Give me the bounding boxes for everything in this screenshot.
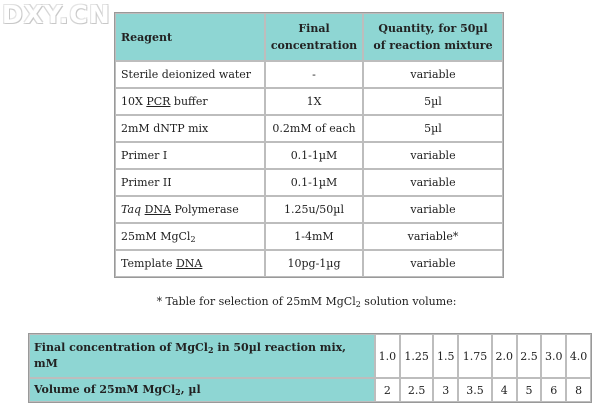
reagent-name-text: 10X [121,95,147,108]
label-text: in 50µl reaction mix, mM [34,341,347,370]
pcr-link[interactable]: PCR [146,95,171,108]
header-final-concentration [265,13,363,61]
mgcl2-volume-table [28,333,592,403]
dna-link[interactable]: DNA [175,257,203,270]
volume-value: 2 [375,378,400,402]
reagent-name: Primer II [115,169,265,196]
final-concentration: 0.1-1µM [265,169,363,196]
reagent-name-text: Polymerase [170,203,239,216]
header-final-line2: concentration [270,39,358,52]
header-quantity [363,13,503,61]
final-concentration: 1-4mM [265,223,363,250]
quantity: 5µl [363,115,503,142]
concentration-row [29,334,591,378]
volume-value: 4 [492,378,517,402]
quantity: variable [363,169,503,196]
quantity: variable* [363,223,503,250]
header-reagent: Reagent [115,13,265,61]
watermark-logo: DXY.CN [2,0,111,29]
volume-value: 6 [541,378,566,402]
concentration-value: 3.0 [541,334,566,378]
note-text: * Table for selection of 25mM MgCl [156,295,356,308]
final-concentration: 10pg-1µg [265,250,363,277]
quantity: variable [363,250,503,277]
label-text: Final concentration of MgCl [34,341,208,354]
volume-value: 3.5 [458,378,492,402]
header-quantity-line1: Quantity, for 50µl [378,22,488,35]
table-row [115,196,503,223]
final-concentration: - [265,61,363,88]
quantity: 5µl [363,88,503,115]
final-concentration: 0.1-1µM [265,142,363,169]
table-footnote [0,295,613,308]
volume-value: 3 [433,378,458,402]
quantity: variable [363,142,503,169]
reagent-name [115,250,265,277]
reagent-name: 2mM dNTP mix [115,115,265,142]
subscript: 2 [175,387,181,397]
table-row [115,115,503,142]
final-concentration: 0.2mM of each [265,115,363,142]
header-final-line1: Final [298,22,330,35]
reagent-name: Primer I [115,142,265,169]
header-quantity-line2: of reaction mixture [373,39,493,52]
concentration-value: 2.5 [517,334,542,378]
volume-value: 8 [566,378,591,402]
volume-row [29,378,591,402]
volume-value: 2.5 [400,378,434,402]
table-row [115,223,503,250]
label-text: , µl [180,383,201,396]
subscript: 2 [355,300,361,309]
table-row [115,88,503,115]
table-row [115,61,503,88]
quantity: variable [363,196,503,223]
concentration-value: 1.75 [458,334,492,378]
reagent-table [114,12,504,278]
reagent-name-text: 25mM MgCl [121,230,191,243]
reagent-name-text: Template [121,257,176,270]
row-label-concentration [29,334,375,378]
reagent-name-text: buffer [170,95,208,108]
reagent-name: Sterile deionized water [115,61,265,88]
note-text: solution volume: [360,295,457,308]
concentration-value: 1.5 [433,334,458,378]
label-text: Volume of 25mM MgCl [34,383,176,396]
reagent-name-italic: Taq [121,203,142,216]
row-label-volume [29,378,375,402]
reagent-name [115,88,265,115]
final-concentration: 1X [265,88,363,115]
quantity: variable [363,61,503,88]
concentration-value: 1.25 [400,334,434,378]
dna-link[interactable]: DNA [144,203,171,216]
subscript: 2 [190,235,196,244]
concentration-value: 4.0 [566,334,591,378]
reagent-table-header [115,13,503,61]
table-row [115,169,503,196]
subscript: 2 [207,345,214,355]
reagent-name [115,196,265,223]
final-concentration: 1.25u/50µl [265,196,363,223]
concentration-value: 2.0 [492,334,517,378]
concentration-value: 1.0 [375,334,400,378]
table-row [115,250,503,277]
volume-value: 5 [517,378,542,402]
table-row [115,142,503,169]
reagent-name [115,223,265,250]
